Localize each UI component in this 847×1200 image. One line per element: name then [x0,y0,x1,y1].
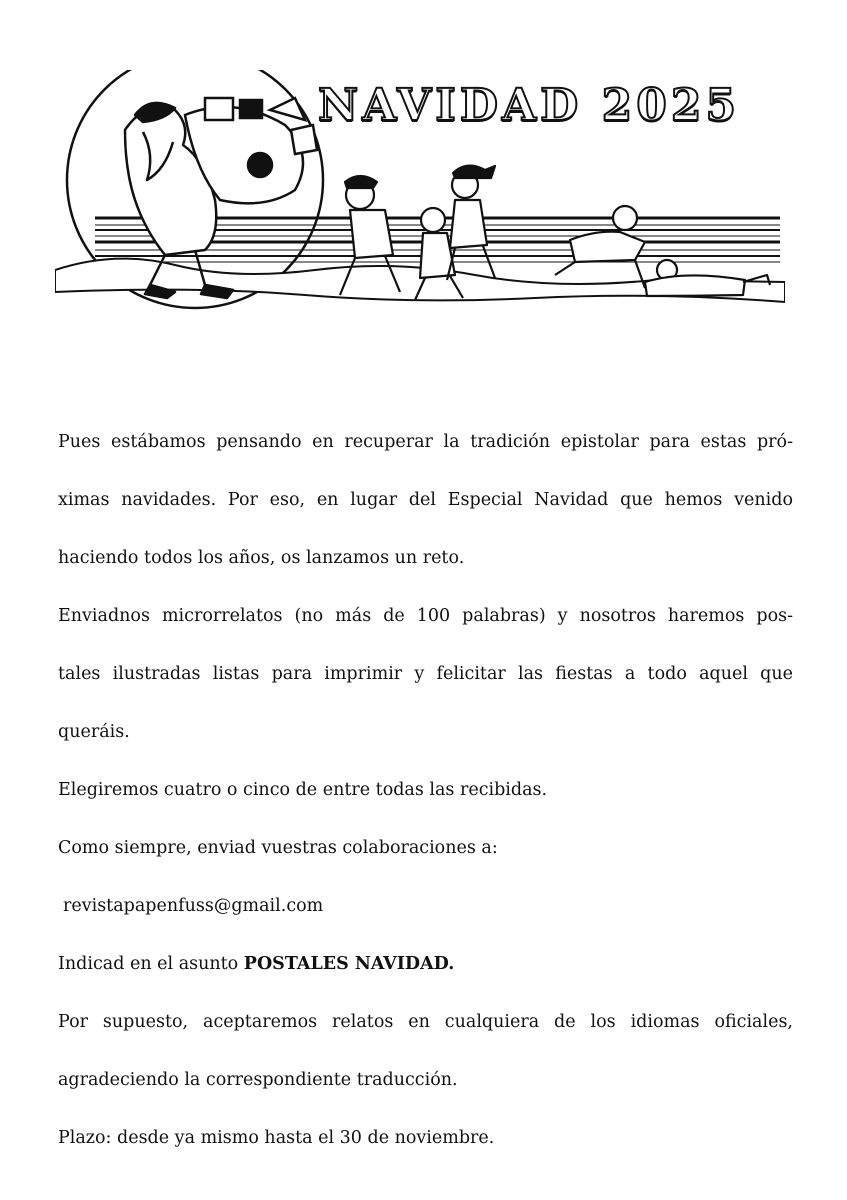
paragraph-1-line-3: haciendo todos los años, os lanzamos un reto. [58,548,465,568]
paragraph-3: Elegiremos cuatro o cinco de entre todas las recibidas. [58,780,548,800]
paragraph-5 [58,935,793,993]
body-text [58,413,793,1167]
paragraph-1-line-2: ximas navidades. Por eso, en lugar del Especial Navidad que hemos venido [58,490,793,510]
paragraph-6-line-1: Por supuesto, aceptaremos relatos en cualquiera de los idiomas oficiales, [58,1012,793,1032]
paragraph-1-line-1: Pues estábamos pensando en recuperar la tradición epistolar para estas pró- [58,432,793,452]
paragraph-4: Como siempre, enviad vuestras colaboraciones a: [58,838,498,858]
paragraph-2-line-2: tales ilustradas listas para imprimir y felicitar las fiestas a todo aquel que [58,664,793,684]
subject-instruction: Indicad en el asunto [58,954,244,974]
paragraph-7: Plazo: desde ya mismo hasta el 30 de noviembre. [58,1128,495,1148]
page-title: NAVIDAD 2025 [318,80,741,131]
paragraph-2-line-1: Enviadnos microrrelatos (no más de 100 palabras) y nosotros haremos pos- [58,606,793,626]
paragraph-6-line-2: agradeciendo la correspondiente traducción. [58,1070,458,1090]
contact-email[interactable]: revistapapenfuss@gmail.com [63,896,324,916]
paragraph-2-line-3: queráis. [58,722,130,742]
subject-keyword: POSTALES NAVIDAD. [243,954,455,974]
